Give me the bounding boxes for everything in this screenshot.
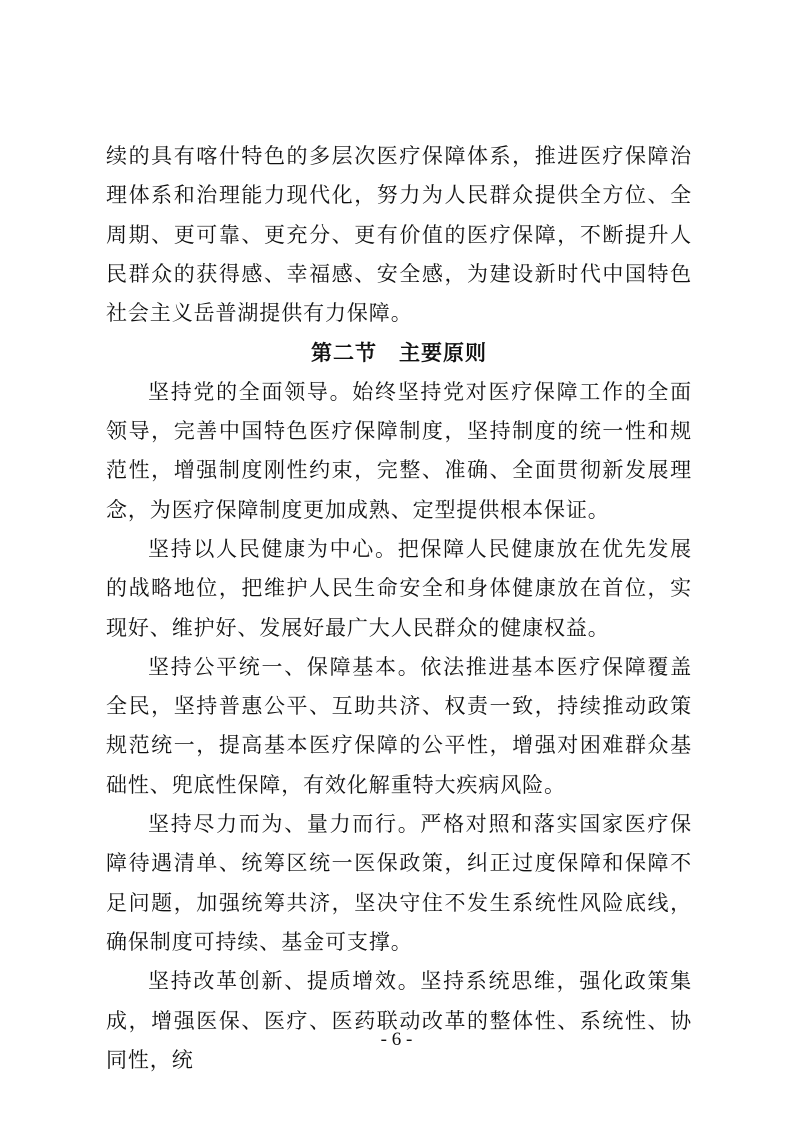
- document-body: [106, 137, 692, 1080]
- principle-paragraph-reform: 坚持改革创新、提质增效。坚持系统思维，强化政策集成，增强医保、医疗、医药联动改革的整体性、系统性、协同性，统: [106, 969, 692, 1072]
- principle-paragraph-capacity: 坚持尽力而为、量力而行。严格对照和落实国家医疗保障待遇清单、统筹区统一医保政策，纠正过度保障和保障不足问题，加强统筹共济，坚决守住不发生系统性风险底线，确保制度可持续、基金可支撑。: [106, 812, 692, 954]
- page-number: - 6 -: [380, 1029, 413, 1050]
- principle-paragraph-fairness: 坚持公平统一、保障基本。依法推进基本医疗保障覆盖全民，坚持普惠公平、互助共济、权责一致，持续推动政策规范统一，提高基本医疗保障的公平性，增强对困难群众基础性、兜底性保障，有效化解重特大疾病风险。: [106, 654, 692, 797]
- principle-paragraph-party-leadership: 坚持党的全面领导。始终坚持党对医疗保障工作的全面领导，完善中国特色医疗保障制度，坚持制度的统一性和规范性，增强制度刚性约束，完整、准确、全面贯彻新发展理念，为医疗保障制度更加成熟、定型提供根本保证。: [106, 379, 692, 522]
- principle-paragraph-people-health: 坚持以人民健康为中心。把保障人民健康放在优先发展的战略地位，把维护人民生命安全和身体健康放在首位，实现好、维护好、发展好最广大人民群众的健康权益。: [106, 536, 692, 640]
- continuation-paragraph: 续的具有喀什特色的多层次医疗保障体系，推进医疗保障治理体系和治理能力现代化，努力为人民群众提供全方位、全周期、更可靠、更充分、更有价值的医疗保障，不断提升人民群众的获得感、幸福感、安全感，为建设新时代中国特色社会主义岳普湖提供有力保障。: [106, 144, 692, 326]
- section-heading: 第二节 主要原则: [311, 340, 487, 366]
